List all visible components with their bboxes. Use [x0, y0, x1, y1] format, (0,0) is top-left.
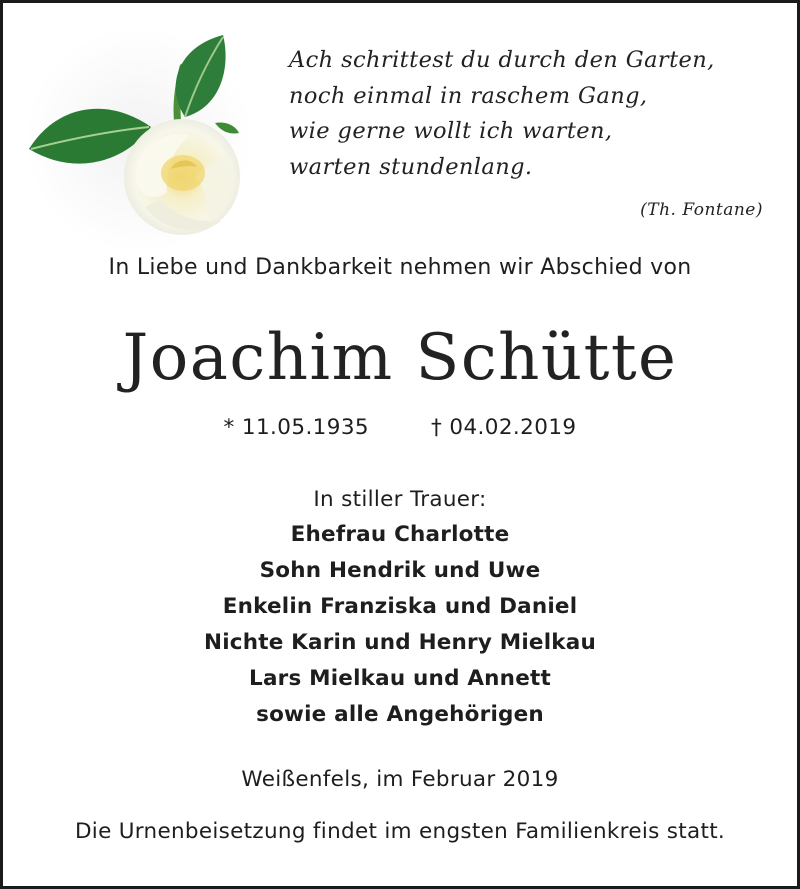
- birth-date: * 11.05.1935: [223, 415, 369, 440]
- poem-author: (Th. Fontane): [640, 200, 763, 220]
- mourner-entry: sowie alle Angehörigen: [256, 702, 544, 727]
- poem-line: noch einmal in raschem Gang,: [289, 82, 648, 109]
- death-date: † 04.02.2019: [431, 415, 577, 440]
- mourners-heading: In stiller Trauer:: [313, 487, 487, 512]
- poem: [289, 43, 769, 229]
- poem-line: warten stundenlang.: [289, 153, 533, 180]
- life-dates: [3, 415, 797, 440]
- mourners-list: [3, 517, 797, 733]
- poem-line: Ach schrittest du durch den Garten,: [289, 47, 715, 73]
- deceased-name: Joachim Schütte: [122, 321, 678, 395]
- place-date: Weißenfels, im Februar 2019: [241, 767, 559, 792]
- mourner-entry: Ehefrau Charlotte: [290, 522, 510, 547]
- intro-text: In Liebe und Dankbarkeit nehmen wir Abschied von: [108, 255, 692, 280]
- mourner-entry: Sohn Hendrik und Uwe: [259, 558, 541, 583]
- mourner-entry: Lars Mielkau und Annett: [249, 666, 551, 691]
- white-rose-image: [25, 27, 253, 253]
- mourner-entry: Nichte Karin und Henry Mielkau: [204, 630, 596, 655]
- closing-note: Die Urnenbeisetzung findet im engsten Familienkreis statt.: [74, 819, 726, 844]
- mourner-entry: Enkelin Franziska und Daniel: [222, 594, 578, 619]
- rose-illustration: [25, 27, 253, 253]
- poem-line: wie gerne wollt ich warten,: [289, 118, 613, 144]
